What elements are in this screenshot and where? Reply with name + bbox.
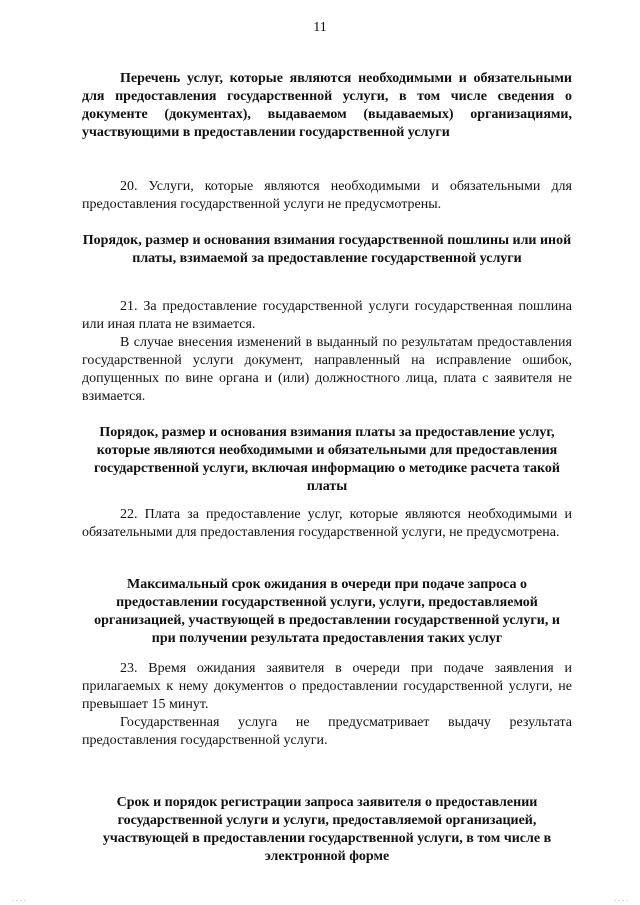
section-heading-queue-waiting-time: Максимальный срок ожидания в очереди при подаче запроса о предоставлении государственной услуги, услуги, предоставляемой организацией, участвующей в предоставлении государственной услуги, и при получении результата предоставления таких услуг bbox=[94, 577, 560, 646]
section-heading-fee-for-related-services: Порядок, размер и основания взимания платы за предоставление услуг, которые являются необходимыми и обязательными для предоставления государственной услуги, включая информацию о методике расчета такой платы bbox=[94, 425, 560, 494]
scan-artifact-left: . . . . bbox=[12, 894, 26, 903]
section-heading-state-duty: Порядок, размер и основания взимания государственной пошлины или иной платы, взимаемой за предоставление государственной услуги bbox=[82, 233, 572, 266]
paragraph-23: 23. Время ожидания заявителя в очереди при подаче заявления и прилагаемых к нему документов о предоставлении государственной услуги, не превышает 15 минут. bbox=[82, 661, 572, 712]
page-number: 11 bbox=[313, 20, 327, 35]
section-heading-registration-term: Срок и порядок регистрации запроса заявителя о предоставлении государственной услуги и услуги, предоставляемой организацией, участвующей в предоставлении государственной услуги, в том числе в электронной форме bbox=[102, 795, 552, 864]
paragraph-21-continuation: В случае внесения изменений в выданный по результатам предоставления государственной услуги документ, направленный на исправление ошибок, допущенных по вине органа и (или) должностного лица, плата с заявителя не взимается. bbox=[82, 335, 572, 404]
scan-artifact-right: . . . . bbox=[614, 894, 628, 903]
paragraph-21: 21. За предоставление государственной услуги государственная пошлина или иная плата не взимается. bbox=[82, 299, 572, 332]
paragraph-23-continuation: Государственная услуга не предусматривает выдачу результата предоставления государственной услуги. bbox=[82, 715, 572, 748]
section-heading-services-list: Перечень услуг, которые являются необходимыми и обязательными для предоставления государственной услуги, в том числе сведения о документе (документах), выдаваемом (выдаваемых) организациями, участвующими в предоставлении государственной услуги bbox=[82, 71, 572, 140]
paragraph-20: 20. Услуги, которые являются необходимыми и обязательными для предоставления государственной услуги не предусмотрены. bbox=[82, 179, 572, 212]
paragraph-22: 22. Плата за предоставление услуг, которые являются необходимыми и обязательными для предоставления государственной услуги, не предусмотрена. bbox=[82, 507, 572, 540]
